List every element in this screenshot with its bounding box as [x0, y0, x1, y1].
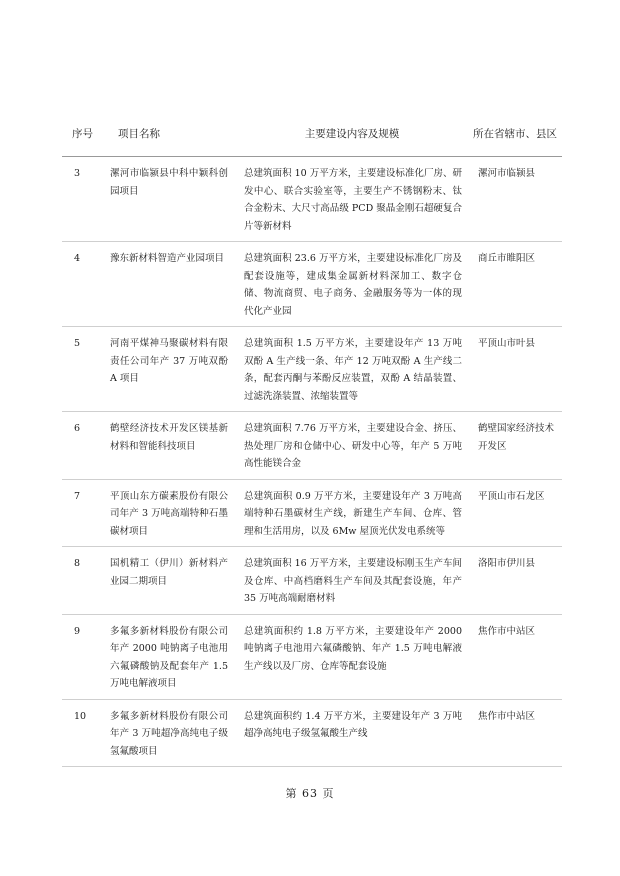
row-project-name: 多氟多新材料股份有限公司年产 2000 吨钠离子电池用六氟磷酸钠及配套年产 1.5 万吨电解液项目	[96, 614, 236, 699]
row-location: 焦作市中站区	[468, 614, 562, 699]
row-construction-content: 总建筑面积 1.5 万平方米，主要建设年产 13 万吨双酚 A 生产线一条、年产 12 万吨双酚 A 生产线二条，配套丙酮与苯酚反应装置，双酚 A 结晶装置、过滤洗涤装置、浓缩装置等	[236, 327, 468, 412]
row-seq: 8	[62, 547, 96, 615]
row-location: 洛阳市伊川县	[468, 547, 562, 615]
row-seq: 5	[62, 327, 96, 412]
row-location: 平顶山市叶县	[468, 327, 562, 412]
header-construction-content: 主要建设内容及规模	[236, 112, 468, 157]
row-project-name: 平顶山东方碳素股份有限公司年产 3 万吨高端特种石墨碳材项目	[96, 479, 236, 547]
page-number: 第 63 页	[285, 787, 335, 800]
row-construction-content: 总建筑面积约 1.4 万平方米，主要建设年产 3 万吨超净高纯电子级氢氟酸生产线	[236, 699, 468, 767]
row-project-name: 多氟多新材料股份有限公司年产 3 万吨超净高纯电子级氢氟酸项目	[96, 699, 236, 767]
row-seq: 9	[62, 614, 96, 699]
row-seq: 7	[62, 479, 96, 547]
row-project-name: 河南平煤神马聚碳材料有限责任公司年产 37 万吨双酚 A 项目	[96, 327, 236, 412]
row-construction-content: 总建筑面积 10 万平方米，主要建设标准化厂房、研发中心、联合实验室等，主要生产不锈钢粉末、钛合金粉末、大尺寸高品级 PCD 聚晶金刚石超硬复合片等新材料	[236, 157, 468, 242]
header-seq: 序号	[62, 112, 96, 157]
row-location: 漯河市临颍县	[468, 157, 562, 242]
row-construction-content: 总建筑面积 23.6 万平方米，主要建设标准化厂房及配套设施等，建成集金属新材料深加工、数字仓储、物流商贸、电子商务、金融服务等为一体的现代化产业园	[236, 242, 468, 327]
row-project-name: 鹤壁经济技术开发区镁基新材料和智能科技项目	[96, 412, 236, 480]
row-location: 鹤壁国家经济技术开发区	[468, 412, 562, 480]
header-location: 所在省辖市、县区	[468, 112, 562, 157]
row-construction-content: 总建筑面积 7.76 万平方米，主要建设合金、挤压、热处理厂房和仓储中心、研发中心等，年产 5 万吨高性能镁合金	[236, 412, 468, 480]
table-row	[62, 547, 562, 615]
row-project-name: 国机精工（伊川）新材料产业园二期项目	[96, 547, 236, 615]
row-location: 商丘市睢阳区	[468, 242, 562, 327]
row-seq: 6	[62, 412, 96, 480]
row-seq: 3	[62, 157, 96, 242]
project-table	[62, 112, 562, 767]
row-location: 焦作市中站区	[468, 699, 562, 767]
row-seq: 4	[62, 242, 96, 327]
header-project-name: 项目名称	[96, 112, 236, 157]
table-row	[62, 479, 562, 547]
table-row	[62, 614, 562, 699]
table-row	[62, 327, 562, 412]
row-location: 平顶山市石龙区	[468, 479, 562, 547]
row-seq: 10	[62, 699, 96, 767]
table-body	[62, 157, 562, 767]
table-row	[62, 699, 562, 767]
table-row	[62, 242, 562, 327]
row-construction-content: 总建筑面积 0.9 万平方米，主要建设年产 3 万吨高端特种石墨碳材生产线，新建生产车间、仓库、管理和生活用房，以及 6Mw 屋顶光伏发电系统等	[236, 479, 468, 547]
row-project-name: 漯河市临颍县中科中颖科创园项目	[96, 157, 236, 242]
table-header	[62, 112, 562, 157]
row-construction-content: 总建筑面积约 1.8 万平方米，主要建设年产 2000 吨钠离子电池用六氟磷酸钠、年产 1.5 万吨电解液生产线以及厂房、仓库等配套设施	[236, 614, 468, 699]
row-project-name: 豫东新材料智造产业园项目	[96, 242, 236, 327]
table-row	[62, 157, 562, 242]
table-row	[62, 412, 562, 480]
row-construction-content: 总建筑面积 16 万平方米，主要建设标刚玉生产车间及仓库、中高档磨料生产车间及其配套设施，年产 35 万吨高端耐磨材料	[236, 547, 468, 615]
